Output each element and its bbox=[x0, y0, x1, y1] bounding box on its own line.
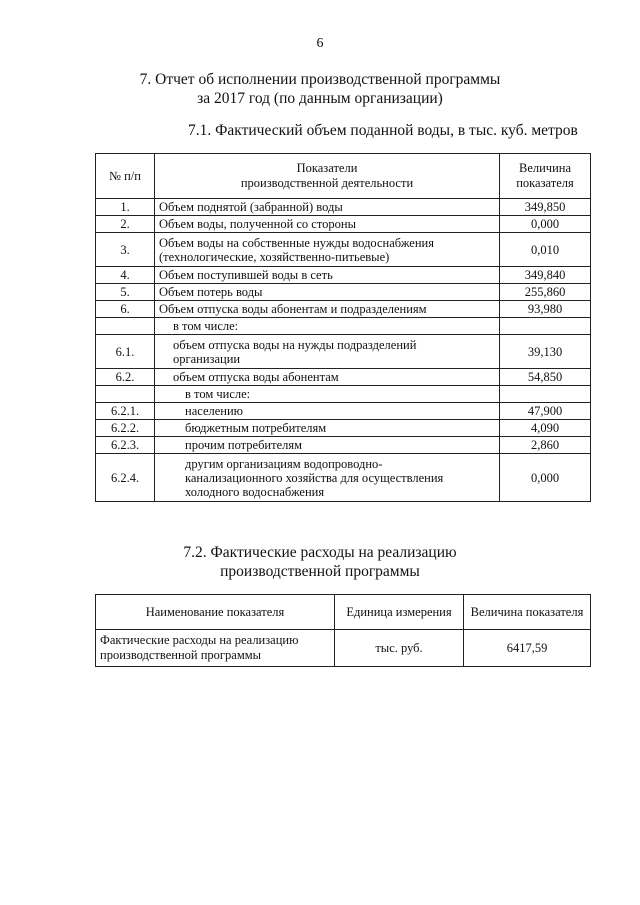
header-value: Величина показателя bbox=[464, 595, 591, 630]
report-title bbox=[0, 70, 640, 108]
row-label-line1: объем отпуска воды на нужды подразделений bbox=[173, 337, 417, 352]
table-row bbox=[96, 386, 591, 403]
table-row bbox=[96, 454, 591, 502]
row-value: 0,000 bbox=[500, 454, 591, 502]
table-row bbox=[96, 301, 591, 318]
table-row bbox=[96, 335, 591, 369]
row-name-line1: Фактические расходы на реализацию bbox=[100, 633, 299, 647]
header-value: Величина показателя bbox=[500, 154, 591, 199]
row-label: Объем поступившей воды в сеть bbox=[155, 267, 500, 284]
table-row bbox=[96, 284, 591, 301]
row-label-line1: другим организациям водопроводно- bbox=[185, 456, 383, 471]
header-indicator bbox=[155, 154, 500, 199]
row-num: 6.2.4. bbox=[96, 454, 155, 502]
row-value: 47,900 bbox=[500, 403, 591, 420]
row-num: 2. bbox=[96, 216, 155, 233]
table-row bbox=[96, 369, 591, 386]
row-num: 6.2.3. bbox=[96, 437, 155, 454]
section2-title-line2: производственной программы bbox=[220, 563, 420, 580]
row-num: 5. bbox=[96, 284, 155, 301]
row-label: Объем поднятой (забранной) воды bbox=[155, 199, 500, 216]
water-volume-table bbox=[95, 153, 591, 502]
row-value bbox=[500, 318, 591, 335]
row-num bbox=[96, 386, 155, 403]
row-unit: тыс. руб. bbox=[335, 630, 464, 667]
row-num: 6.2. bbox=[96, 369, 155, 386]
section2-title-line1: 7.2. Фактические расходы на реализацию bbox=[183, 544, 457, 561]
row-label-line1: Объем воды на собственные нужды водоснабжения bbox=[159, 235, 434, 250]
table-row bbox=[96, 318, 591, 335]
row-value: 54,850 bbox=[500, 369, 591, 386]
header-indicator-line2: производственной деятельности bbox=[240, 176, 414, 190]
table-row bbox=[96, 437, 591, 454]
row-value: 93,980 bbox=[500, 301, 591, 318]
row-name bbox=[96, 630, 335, 667]
report-title-line1: 7. Отчет об исполнении производственной программы bbox=[139, 71, 501, 88]
table-row bbox=[96, 233, 591, 267]
report-title-line2: за 2017 год (по данным организации) bbox=[197, 90, 443, 107]
row-value bbox=[500, 386, 591, 403]
row-num: 4. bbox=[96, 267, 155, 284]
row-value: 0,000 bbox=[500, 216, 591, 233]
header-num: № п/п bbox=[96, 154, 155, 199]
row-num: 6.1. bbox=[96, 335, 155, 369]
row-num: 6.2.1. bbox=[96, 403, 155, 420]
row-label: в том числе: bbox=[155, 386, 500, 403]
table-row bbox=[96, 403, 591, 420]
row-value: 349,840 bbox=[500, 267, 591, 284]
row-num: 3. bbox=[96, 233, 155, 267]
row-label bbox=[155, 454, 500, 502]
row-label: Объем потерь воды bbox=[155, 284, 500, 301]
row-name-line2: производственной программы bbox=[100, 648, 262, 662]
row-num: 6.2.2. bbox=[96, 420, 155, 437]
row-num: 6. bbox=[96, 301, 155, 318]
row-label: населению bbox=[155, 403, 500, 420]
row-value: 4,090 bbox=[500, 420, 591, 437]
section1-title: 7.1. Фактический объем поданной воды, в тыс. куб. метров bbox=[188, 122, 578, 139]
row-label: Объем отпуска воды абонентам и подразделениям bbox=[155, 301, 500, 318]
expenses-table bbox=[95, 594, 591, 667]
row-label: прочим потребителям bbox=[155, 437, 500, 454]
row-label-line2: канализационного хозяйства для осуществления bbox=[185, 470, 444, 485]
table-row bbox=[96, 216, 591, 233]
row-label-line2: (технологические, хозяйственно-питьевые) bbox=[159, 249, 390, 264]
section2-title bbox=[0, 543, 640, 581]
table-row bbox=[96, 267, 591, 284]
header-unit: Единица измерения bbox=[335, 595, 464, 630]
table-header-row bbox=[96, 595, 591, 630]
row-num: 1. bbox=[96, 199, 155, 216]
page-number: 6 bbox=[316, 36, 324, 51]
table-header-row bbox=[96, 154, 591, 199]
table-row bbox=[96, 420, 591, 437]
row-label: Объем воды, полученной со стороны bbox=[155, 216, 500, 233]
header-name: Наименование показателя bbox=[96, 595, 335, 630]
row-label: в том числе: bbox=[155, 318, 500, 335]
row-label-line3: холодного водоснабжения bbox=[185, 484, 325, 499]
row-value: 349,850 bbox=[500, 199, 591, 216]
row-value: 2,860 bbox=[500, 437, 591, 454]
row-label bbox=[155, 335, 500, 369]
row-value: 255,860 bbox=[500, 284, 591, 301]
header-indicator-line1: Показатели bbox=[296, 161, 358, 175]
row-value: 6417,59 bbox=[464, 630, 591, 667]
row-label: объем отпуска воды абонентам bbox=[155, 369, 500, 386]
row-label-line2: организации bbox=[173, 351, 241, 366]
table-row bbox=[96, 630, 591, 667]
row-num bbox=[96, 318, 155, 335]
row-value: 39,130 bbox=[500, 335, 591, 369]
row-label: бюджетным потребителям bbox=[155, 420, 500, 437]
row-label bbox=[155, 233, 500, 267]
table-row bbox=[96, 199, 591, 216]
row-value: 0,010 bbox=[500, 233, 591, 267]
